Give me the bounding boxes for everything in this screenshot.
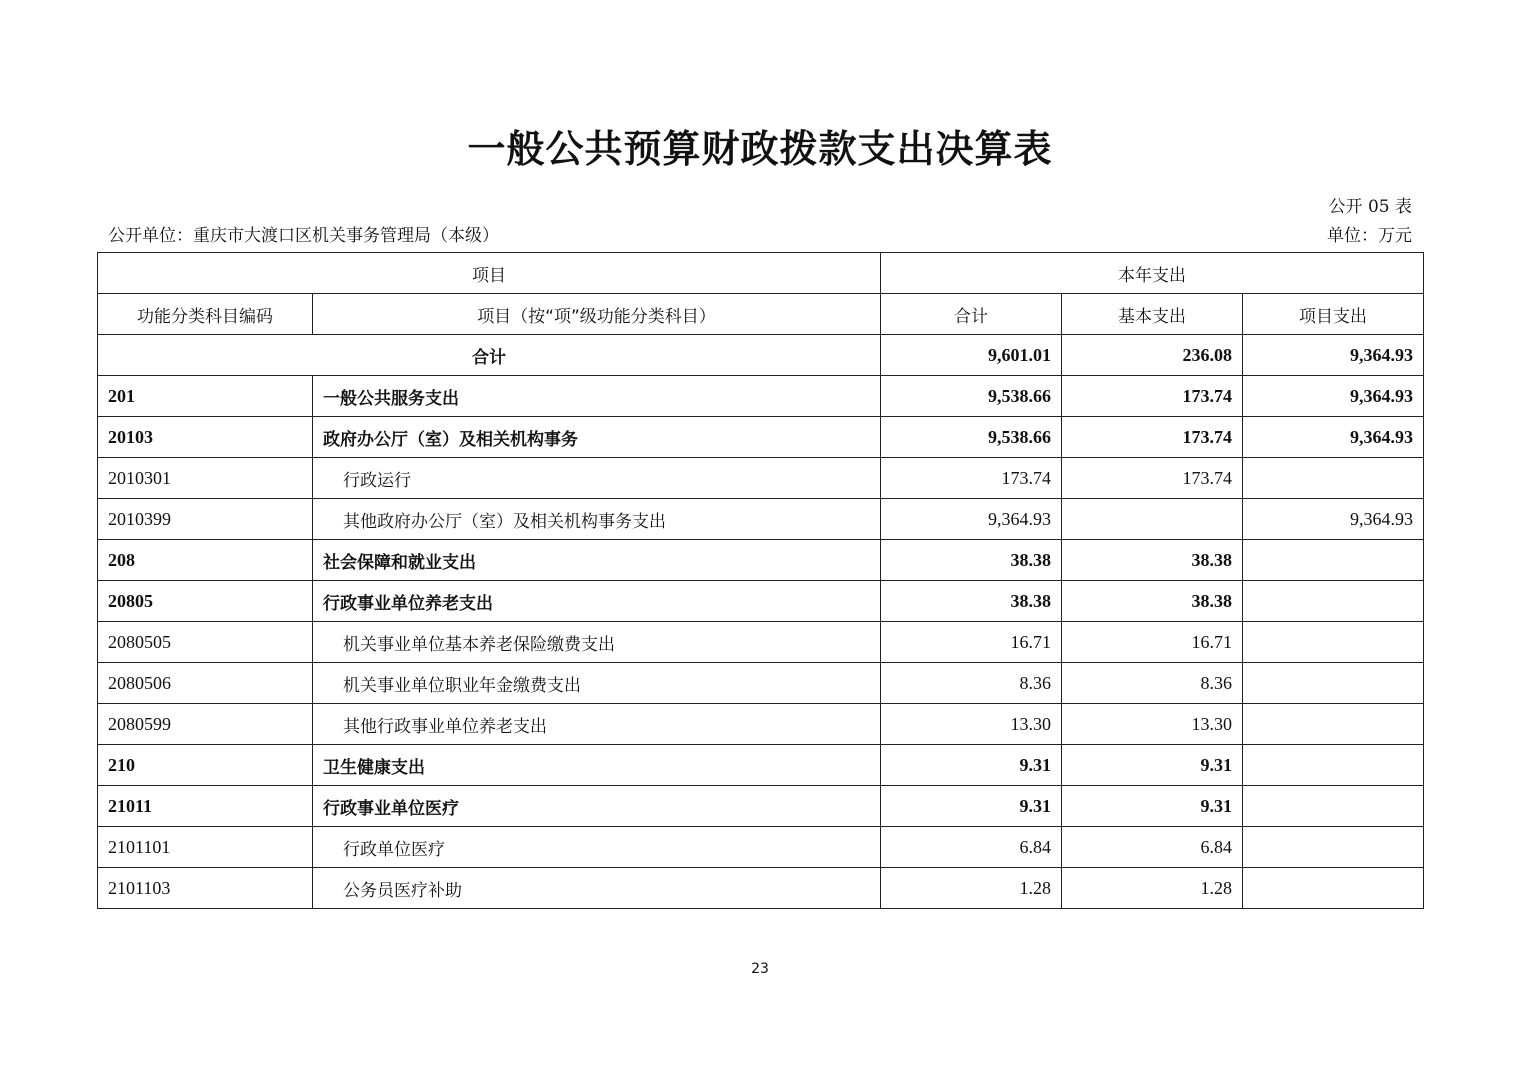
cell-name: 其他政府办公厅（室）及相关机构事务支出 xyxy=(313,499,881,540)
document-title: 一般公共预算财政拨款支出决算表 xyxy=(467,127,1053,171)
table-row xyxy=(98,868,1424,909)
cell-basic: 173.74 xyxy=(1062,417,1243,458)
table-row xyxy=(98,786,1424,827)
cell-name: 政府办公厅（室）及相关机构事务 xyxy=(313,417,881,458)
header-item: 项目 xyxy=(98,253,881,294)
cell-basic: 8.36 xyxy=(1062,663,1243,704)
column-header-total: 合计 xyxy=(881,294,1062,335)
cell-code: 201 xyxy=(98,376,313,417)
cell-name: 行政事业单位医疗 xyxy=(313,786,881,827)
column-header-name: 项目（按“项”级功能分类科目） xyxy=(313,294,881,335)
cell-code: 20103 xyxy=(98,417,313,458)
cell-total: 38.38 xyxy=(881,540,1062,581)
cell-project xyxy=(1243,745,1424,786)
cell-total: 9.31 xyxy=(881,786,1062,827)
header-row-1 xyxy=(98,253,1424,294)
reporting-unit: 公开单位：重庆市大渡口区机关事务管理局（本级） xyxy=(108,226,499,246)
cell-project xyxy=(1243,827,1424,868)
total-label: 合计 xyxy=(98,335,881,376)
column-header-project: 项目支出 xyxy=(1243,294,1424,335)
currency-unit: 单位：万元 xyxy=(1327,226,1412,246)
cell-project xyxy=(1243,622,1424,663)
cell-basic: 1.28 xyxy=(1062,868,1243,909)
total-project: 9,364.93 xyxy=(1243,335,1424,376)
cell-code: 208 xyxy=(98,540,313,581)
cell-total: 9.31 xyxy=(881,745,1062,786)
cell-basic: 38.38 xyxy=(1062,540,1243,581)
cell-basic: 173.74 xyxy=(1062,458,1243,499)
cell-name: 其他行政事业单位养老支出 xyxy=(313,704,881,745)
cell-name: 行政事业单位养老支出 xyxy=(313,581,881,622)
cell-code: 210 xyxy=(98,745,313,786)
cell-project xyxy=(1243,458,1424,499)
total-sum: 9,601.01 xyxy=(881,335,1062,376)
cell-total: 1.28 xyxy=(881,868,1062,909)
table-row xyxy=(98,581,1424,622)
cell-basic: 9.31 xyxy=(1062,745,1243,786)
cell-total: 38.38 xyxy=(881,581,1062,622)
header-year-expense: 本年支出 xyxy=(881,253,1424,294)
cell-basic xyxy=(1062,499,1243,540)
cell-total: 9,538.66 xyxy=(881,417,1062,458)
table-row xyxy=(98,827,1424,868)
cell-name: 卫生健康支出 xyxy=(313,745,881,786)
cell-project: 9,364.93 xyxy=(1243,417,1424,458)
cell-total: 173.74 xyxy=(881,458,1062,499)
cell-total: 16.71 xyxy=(881,622,1062,663)
cell-basic: 6.84 xyxy=(1062,827,1243,868)
cell-total: 9,364.93 xyxy=(881,499,1062,540)
cell-project xyxy=(1243,704,1424,745)
cell-project xyxy=(1243,868,1424,909)
table-row xyxy=(98,458,1424,499)
cell-code: 2010301 xyxy=(98,458,313,499)
cell-name: 行政运行 xyxy=(313,458,881,499)
table-row xyxy=(98,745,1424,786)
table-row xyxy=(98,622,1424,663)
total-basic: 236.08 xyxy=(1062,335,1243,376)
cell-basic: 13.30 xyxy=(1062,704,1243,745)
cell-name: 机关事业单位职业年金缴费支出 xyxy=(313,663,881,704)
header-row-2 xyxy=(98,294,1424,335)
cell-basic: 173.74 xyxy=(1062,376,1243,417)
cell-code: 2080506 xyxy=(98,663,313,704)
column-header-basic: 基本支出 xyxy=(1062,294,1243,335)
cell-code: 20805 xyxy=(98,581,313,622)
cell-total: 6.84 xyxy=(881,827,1062,868)
form-number: 公开 05 表 xyxy=(1328,197,1412,217)
cell-code: 2101101 xyxy=(98,827,313,868)
cell-project xyxy=(1243,786,1424,827)
table-row xyxy=(98,376,1424,417)
cell-name: 机关事业单位基本养老保险缴费支出 xyxy=(313,622,881,663)
cell-basic: 16.71 xyxy=(1062,622,1243,663)
table-row xyxy=(98,417,1424,458)
cell-project: 9,364.93 xyxy=(1243,376,1424,417)
cell-name: 行政单位医疗 xyxy=(313,827,881,868)
total-row xyxy=(98,335,1424,376)
budget-table xyxy=(97,252,1424,909)
cell-project xyxy=(1243,663,1424,704)
cell-code: 2101103 xyxy=(98,868,313,909)
cell-code: 2010399 xyxy=(98,499,313,540)
cell-total: 8.36 xyxy=(881,663,1062,704)
cell-total: 13.30 xyxy=(881,704,1062,745)
cell-code: 2080505 xyxy=(98,622,313,663)
cell-name: 公务员医疗补助 xyxy=(313,868,881,909)
cell-basic: 38.38 xyxy=(1062,581,1243,622)
cell-total: 9,538.66 xyxy=(881,376,1062,417)
cell-name: 一般公共服务支出 xyxy=(313,376,881,417)
cell-code: 21011 xyxy=(98,786,313,827)
cell-project xyxy=(1243,581,1424,622)
cell-project: 9,364.93 xyxy=(1243,499,1424,540)
cell-code: 2080599 xyxy=(98,704,313,745)
column-header-code: 功能分类科目编码 xyxy=(98,294,313,335)
page-number: 23 xyxy=(751,961,769,977)
table-row xyxy=(98,704,1424,745)
cell-basic: 9.31 xyxy=(1062,786,1243,827)
table-row xyxy=(98,499,1424,540)
cell-name: 社会保障和就业支出 xyxy=(313,540,881,581)
table-row xyxy=(98,540,1424,581)
cell-project xyxy=(1243,540,1424,581)
table-row xyxy=(98,663,1424,704)
